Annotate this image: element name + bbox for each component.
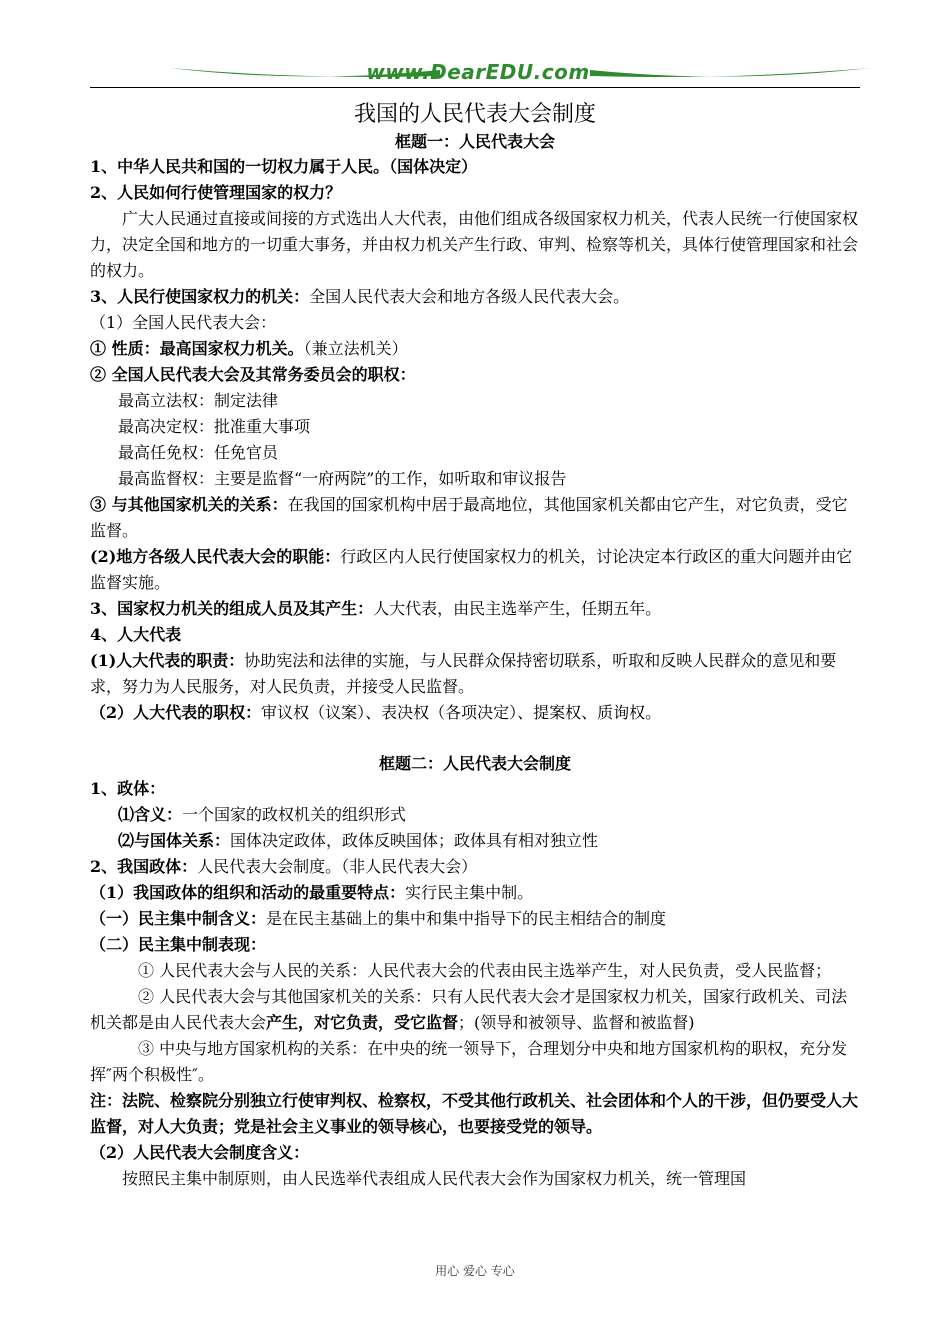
s2-paragraph-1: ① 人民代表大会与人民的关系：人民代表大会的代表由民主选举产生，对人民负责，受人民监督； [138, 961, 832, 980]
document-body [90, 100, 860, 1192]
s1-line-9 [90, 596, 860, 622]
s1-line-11-text: 协助宪法和法律的实施，与人民群众保持密切联系，听取和反映人民群众的意见和要求，努力为人民服务，对人民负责，并接受人民监督。 [90, 651, 837, 696]
section-heading-2: 框题二：人民代表大会制度 [378, 754, 571, 773]
s2-line-5 [90, 880, 860, 906]
s2-line-6-text: 是在民主基础上的集中和集中指导下的民主相结合的制度 [266, 909, 667, 928]
s1-line-12 [90, 700, 860, 726]
s1-line-7 [90, 492, 860, 544]
s2-line-3-label: ⑵与国体关系： [118, 831, 231, 850]
s1-line-3 [90, 284, 860, 310]
power-item-4: 最高监督权：主要是监督“一府两院”的工作，如听取和审议报告 [118, 469, 567, 488]
s2-line-6-label: （一）民主集中制含义： [90, 909, 267, 928]
s1-line-5-text: （兼立法机关） [303, 339, 408, 358]
s1-line-12-label: （2）人大代表的职权： [90, 703, 262, 722]
page-footer: 用心 爱心 专心 [435, 1264, 515, 1278]
s2-line-6 [90, 906, 860, 932]
s2-line-2-text: 一个国家的政权机关的组织形式 [182, 805, 407, 824]
s1-line-3-text: 全国人民代表大会和地方各级人民代表大会。 [309, 287, 630, 306]
power-item-3: 最高任免权：任免官员 [118, 443, 279, 462]
power-item-1: 最高立法权：制定法律 [118, 391, 279, 410]
s1-line-8-text: 行政区内人民行使国家权力的机关，讨论决定本行政区的重大问题并由它监督实施。 [90, 547, 853, 592]
s1-line-9-label: 3、国家权力机关的组成人员及其产生： [90, 599, 374, 618]
s2-line-5-label: （1）我国政体的组织和活动的最重要特点： [90, 883, 406, 902]
s1-line-1: 1、中华人民共和国的一切权力属于人民。（国体决定） [90, 157, 478, 176]
s2-line-4-text: 人民代表大会制度。（非人民代表大会） [197, 857, 478, 876]
s2-paragraph-2-bold: 产生，对它负责，受它监督 [266, 1013, 459, 1032]
s1-paragraph-1: 广大人民通过直接或间接的方式选出人大代表，由他们组成各级国家权力机关，代表人民统一行使国家权力，决定全国和地方的一切重大事务，并由权力机关产生行政、审判、检察等机关，具体行使管理国家和社会的权力。 [90, 209, 859, 280]
s2-paragraph-2 [90, 984, 860, 1036]
s2-line-5-text: 实行民主集中制。 [405, 883, 534, 902]
page-title: 我国的人民代表大会制度 [353, 102, 596, 127]
s1-line-7-text: 在我国的国家机构中居于最高地位，其他国家机关都由它产生，对它负责，受它监督。 [90, 495, 848, 540]
s1-line-5 [90, 336, 860, 362]
s2-line-1: 1、政体： [90, 779, 166, 798]
s1-line-12-text: 审议权（议案）、表决权（各项决定）、提案权、质询权。 [261, 703, 662, 722]
site-header [90, 60, 860, 90]
s2-line-7: （二）民主集中制表现： [90, 935, 267, 954]
s1-line-11 [90, 648, 860, 700]
s1-line-3-label: 3、人民行使国家权力的机关： [90, 287, 310, 306]
s2-paragraph-2-c: ；(领导和被领导、监督和被监督) [458, 1013, 695, 1032]
s2-line-2-label: ⑴含义： [118, 805, 183, 824]
s1-line-8-label: (2)地方各级人民代表大会的职能： [90, 547, 341, 566]
s1-line-6: ② 全国人民代表大会及其常务委员会的职权： [90, 365, 416, 384]
s2-note: 注：法院、检察院分别独立行使审判权、检察权，不受其他行政机关、社会团体和个人的干涉，但仍要受人大监督，对人大负责；党是社会主义事业的领导核心，也要接受党的领导。 [90, 1091, 859, 1136]
section-heading-1: 框题一：人民代表大会 [394, 132, 555, 151]
power-item-2: 最高决定权：批准重大事项 [118, 417, 311, 436]
section-spacer [90, 726, 860, 752]
s2-line-4 [90, 854, 860, 880]
s2-line-2 [90, 802, 860, 828]
site-logo: www.DearEDU.com [366, 60, 590, 84]
s2-line-4-label: 2、我国政体： [90, 857, 198, 876]
s2-paragraph-3: ③ 中央与地方国家机构的关系：在中央的统一领导下，合理划分中央和地方国家机构的职权，充分发挥″两个积极性″。 [90, 1039, 848, 1084]
s2-paragraph-2-a: ② 人民代表大会与其他国家机关的关系：只有人民代表大会才是国家权力机关，国家行政机关、司法机关都是由人民代表大会 [90, 987, 848, 1032]
s1-line-9-text: 人大代表，由民主选举产生，任期五年。 [373, 599, 662, 618]
s1-line-4: （1）全国人民代表大会： [90, 313, 277, 332]
header-rule [90, 87, 860, 88]
s2-paragraph-4: 按照民主集中制原则，由人民选举代表组成人民代表大会作为国家权力机关，统一管理国 [122, 1169, 747, 1188]
s1-line-7-label: ③ 与其他国家机关的关系： [90, 495, 288, 514]
s1-line-8 [90, 544, 860, 596]
s1-line-10: 4、人大代表 [90, 625, 182, 644]
green-swoosh-right-icon [590, 66, 870, 80]
s1-line-11-label: (1)人大代表的职责： [90, 651, 245, 670]
s2-line-3 [90, 828, 860, 854]
s1-line-2: 2、人民如何行使管理国家的权力？ [90, 183, 342, 202]
s2-line-3-text: 国体决定政体，政体反映国体；政体具有相对独立性 [230, 831, 599, 850]
s2-line-8: （2）人民代表大会制度含义： [90, 1143, 310, 1162]
s1-line-5-label: ① 性质：最高国家权力机关。 [90, 339, 304, 358]
